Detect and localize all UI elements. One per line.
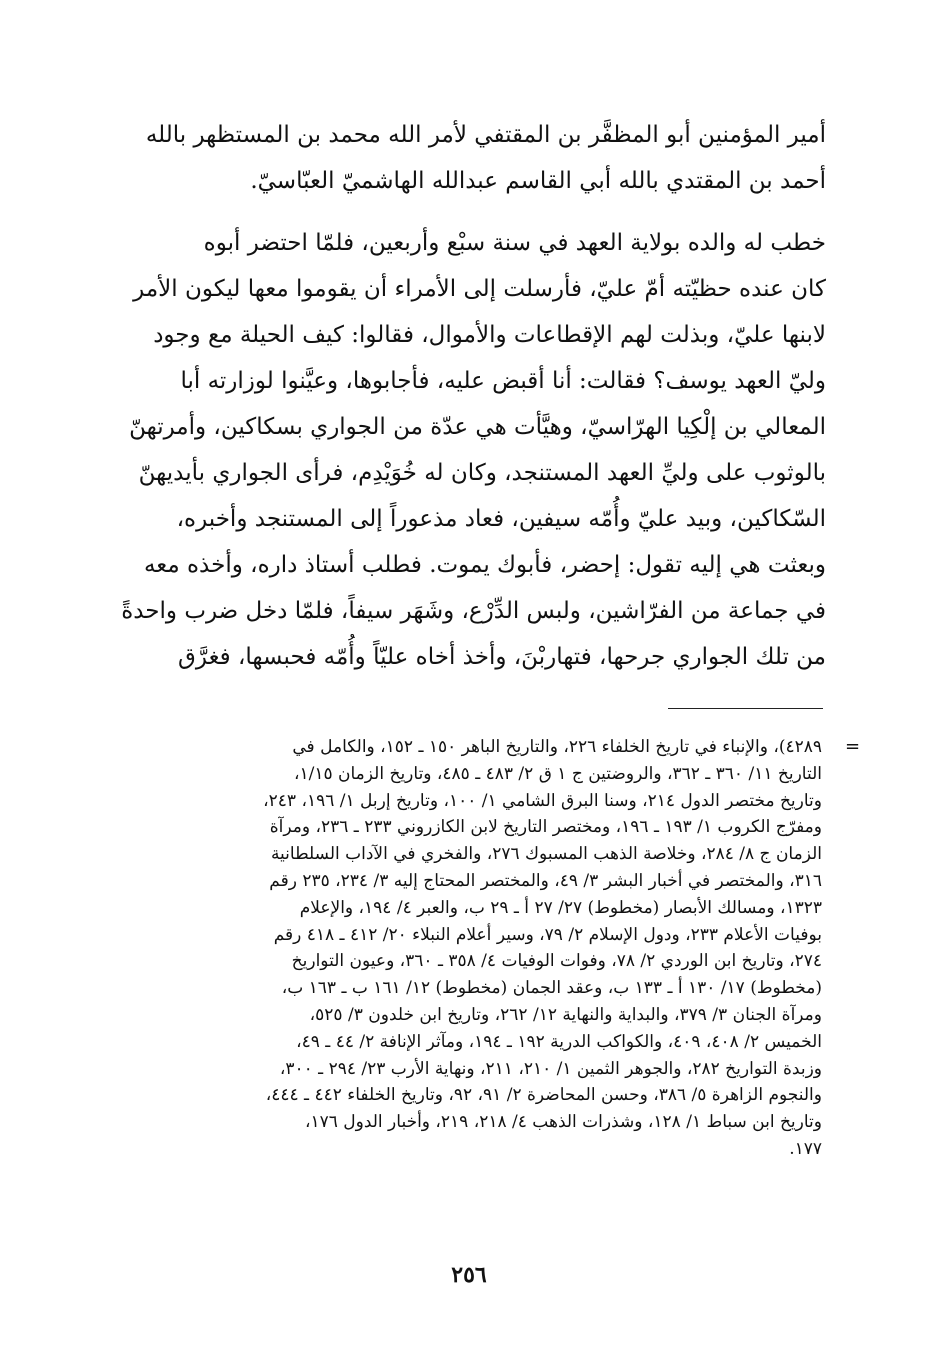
footnote-line: (مخطوط) ١٧/ ١٣٠ أ ـ ١٣٣ ب، وعقد الجمان (مخطوط) ١٢/ ١٦١ ب ـ ١٦٣ ب، (281, 978, 822, 999)
footnote-line: بوفيات الأعلام ٢٣٣، ودول الإسلام ٢/ ٧٩، وسير أعلام النبلاء ٢٠/ ٤١٢ ـ ٤١٨ رقم (273, 924, 822, 945)
paragraph-1 (100, 112, 826, 204)
footnote-line: والنجوم الزاهرة ٥/ ٣٨٦، وحسن المحاضرة ٢/ ٩١، ٩٢، وتاريخ الخلفاء ٤٤٢ ـ ٤٤٤، (265, 1085, 822, 1106)
footnote-line: ١٣٢٣، ومسالك الأبصار (مخطوط) ٢٧/ ٢٧ أ ـ ٢٩ ب، والعبر ٤/ ١٩٤، والإعلام (299, 897, 822, 918)
footnotes (100, 734, 822, 1163)
footnote-line: ٣١٦، والمختصر في أخبار البشر ٣/ ٤٩، والمختصر المحتاج إليه ٣/ ٢٣٤، ٢٣٥ رقم (269, 870, 822, 891)
text-line: خطب له والده بولاية العهد في سنة سبْع وأربعين، فلمّا احتضر أبوه (203, 230, 826, 256)
footnote-line: وتاريخ مختصر الدول ٢١٤، وسنا البرق الشامي ١/ ١٠٠، وتاريخ إربل ١/ ١٩٦، ٢٤٣، (263, 790, 822, 811)
footnote-line: ٢٧٤، وتاريخ ابن الوردي ٢/ ٧٨، وفوات الوفيات ٤/ ٣٥٨ ـ ٣٦٠، وعيون التواريخ (291, 951, 822, 972)
text-line: المعالي بن إلْكِيا الهرّاسيّ، وهيَّأت هي عدّة من الجواري بسكاكين، وأمرتهنّ (129, 414, 826, 440)
footnote-separator (668, 708, 823, 709)
footnote-line: الخميس ٢/ ٤٠٨، ٤٠٩، والكواكب الدرية ١٩٢ ـ ١٩٤، ومآثر الإنافة ٢/ ٤٤ ـ ٤٩، (296, 1031, 822, 1052)
page-number: ٢٥٦ (451, 1262, 487, 1288)
text-line: لابنها عليّ، وبذلت لهم الإقطاعات والأموال، فقالوا: كيف الحيلة مع وجود (153, 322, 826, 348)
footnote-line: وتاريخ ابن سباط ١/ ١٢٨، وشذرات الذهب ٤/ ٢١٨، ٢١٩، وأخبار الدول ١٧٦، (304, 1112, 822, 1133)
footnote-line: ٤٢٨٩)، والإنباء في تاريخ الخلفاء ٢٢٦، والتاريخ الباهر ١٥٠ ـ ١٥٢، والكامل في (292, 737, 822, 757)
text-line: وبعثت هي إليه تقول: إحضر، فأبوك يموت. فطلب أستاذ داره، وأخذه معه (143, 552, 826, 578)
text-line: بالوثوب على وليِّ العهد المستنجد، وكان له خُوَيْدِم، فرأى الجواري بأيديهنّ (138, 460, 826, 486)
text-line: من تلك الجواري جرحها، فتهاربْنَ، وأخذ أخاه عليّاً وأُمّه فحبسها، فغرَّق (178, 644, 826, 670)
footnote-continuation-marker: = (845, 736, 861, 757)
main-text (100, 112, 826, 680)
text-line: أحمد بن المقتدي بالله أبي القاسم عبدالله الهاشميّ العبّاسيّ. (250, 168, 826, 194)
text-line: وليّ العهد يوسف؟ فقالت: أنا أقبض عليه، فأجابوها، وعيَّنوا لوزارته أبا (180, 368, 826, 394)
footnote-line: ومفرّج الكروب ١/ ١٩٣ ـ ١٩٦، ومختصر التاريخ لابن الكازروني ٢٣٣ ـ ٢٣٦، ومرآة (269, 817, 822, 838)
text-line: في جماعة من الفرّاشين، ولبس الدِّرْع، وشَهَر سيفاً، فلمّا دخل ضرب واحدةً (121, 598, 826, 624)
footnote-line: ومرآة الجنان ٣/ ٣٧٩، والبداية والنهاية ١٢/ ٢٦٢، وتاريخ ابن خلدون ٣/ ٥٢٥، (309, 1004, 822, 1025)
paragraph-2 (100, 220, 826, 680)
text-line: السّكاكين، وبيد عليّ وأُمّه سيفين، فعاد مذعوراً إلى المستنجد وأخبره، (176, 506, 826, 532)
footnote-line: الزمان ج ٨/ ٢٨٤، وخلاصة الذهب المسبوك ٢٧٦، والفخري في الآداب السلطانية (270, 844, 822, 865)
footnote-line: التاريخ ١١/ ٣٦٠ ـ ٣٦٢، والروضتين ج ١ ق ٢/ ٤٨٣ ـ ٤٨٥، وتاريخ الزمان ١/١٥، (293, 763, 822, 784)
footnote-line: ١٧٧. (789, 1138, 822, 1159)
text-line: كان عنده حظيّته أمّ عليّ، فأرسلت إلى الأمراء أن يقوموا معها ليكون الأمر (133, 276, 826, 302)
footnote-line: وزبدة التواريخ ٢٨٢، والجوهر الثمين ١/ ٢١٠، ٢١١، ونهاية الأرب ٢٣/ ٢٩٤ ـ ٣٠٠، (279, 1058, 822, 1079)
text-line: أمير المؤمنين أبو المظفَّر بن المقتفي لأمر الله محمد بن المستظهر بالله (145, 122, 826, 148)
